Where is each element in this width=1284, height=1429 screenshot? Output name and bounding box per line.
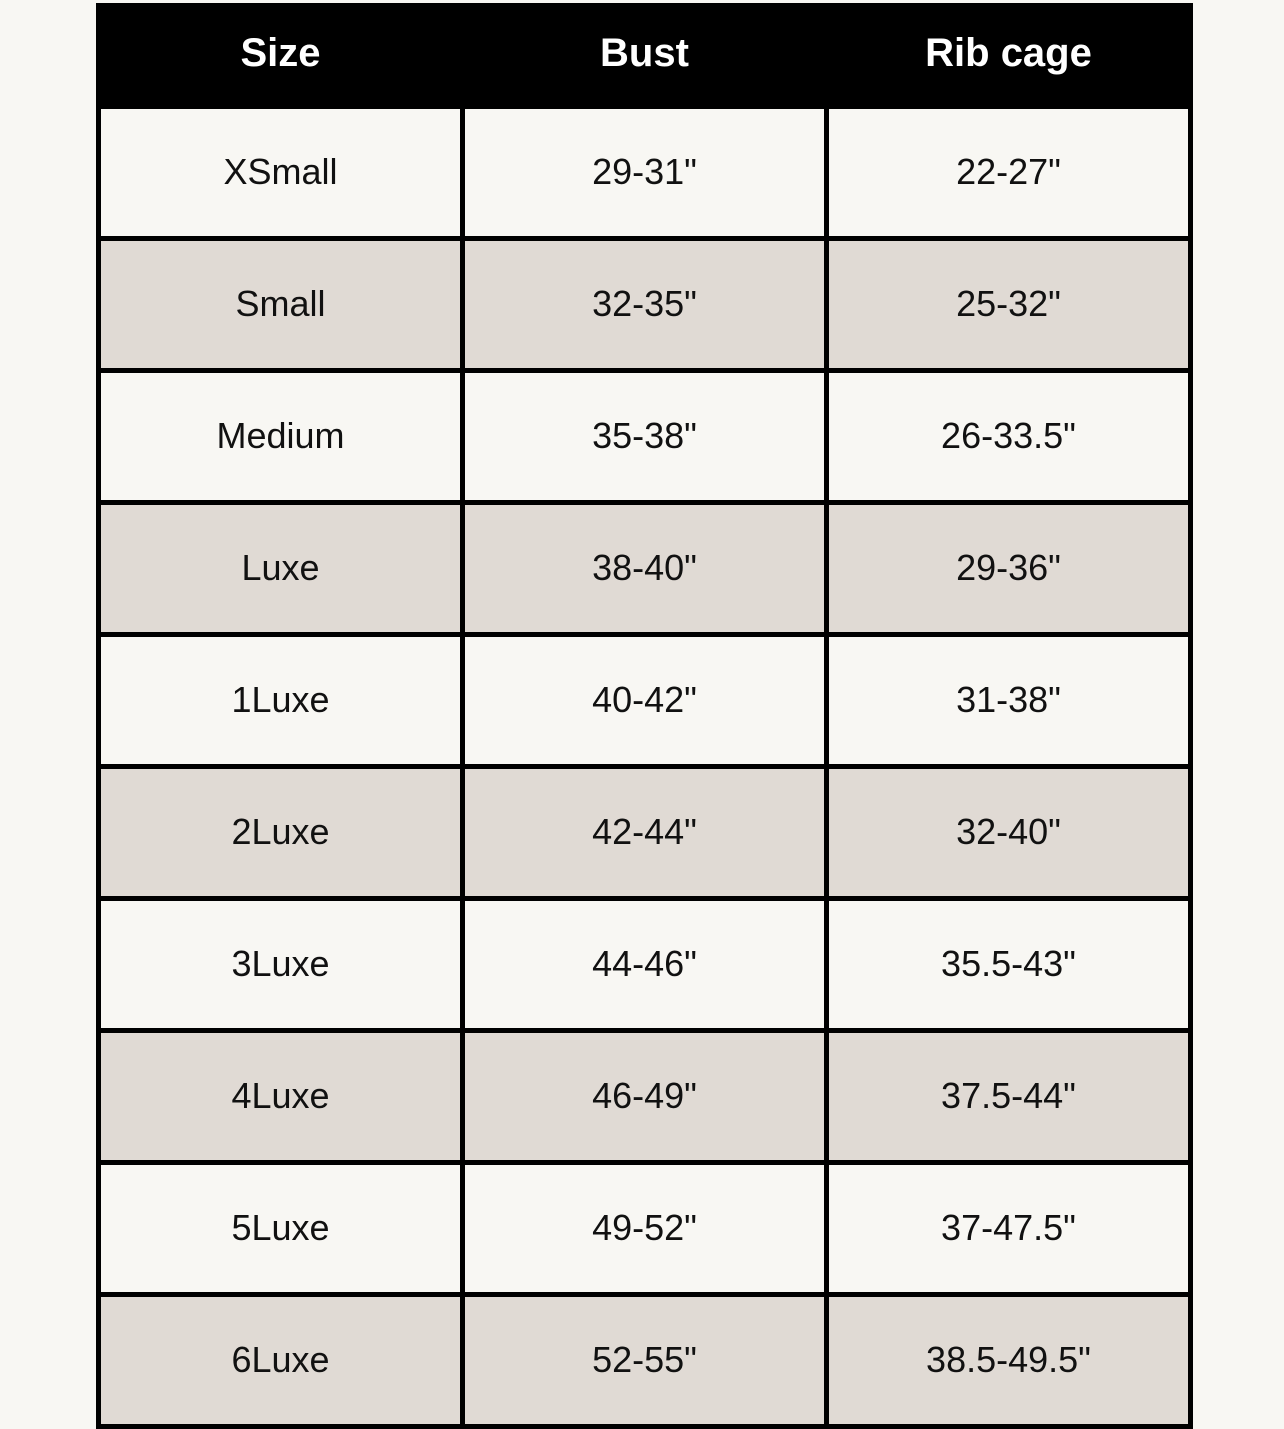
rib-cage-cell: 35.5-43" — [827, 898, 1191, 1030]
bust-cell: 32-35" — [463, 238, 827, 370]
bust-cell: 49-52" — [463, 1162, 827, 1294]
bust-cell: 35-38" — [463, 370, 827, 502]
table-row — [99, 1030, 1191, 1162]
size-cell: Small — [99, 238, 463, 370]
table-body — [99, 106, 1191, 1426]
table-row — [99, 1294, 1191, 1426]
size-cell: 4Luxe — [99, 1030, 463, 1162]
rib-cage-cell: 29-36" — [827, 502, 1191, 634]
size-cell: Medium — [99, 370, 463, 502]
rib-cage-cell: 32-40" — [827, 766, 1191, 898]
size-cell: 5Luxe — [99, 1162, 463, 1294]
header-size: Size — [99, 3, 463, 106]
size-cell: 2Luxe — [99, 766, 463, 898]
table-row — [99, 766, 1191, 898]
rib-cage-cell: 38.5-49.5" — [827, 1294, 1191, 1426]
size-cell: Luxe — [99, 502, 463, 634]
size-cell: 6Luxe — [99, 1294, 463, 1426]
size-chart-table — [96, 3, 1193, 1429]
rib-cage-cell: 26-33.5" — [827, 370, 1191, 502]
table-row — [99, 634, 1191, 766]
bust-cell: 38-40" — [463, 502, 827, 634]
rib-cage-cell: 37.5-44" — [827, 1030, 1191, 1162]
rib-cage-cell: 22-27" — [827, 106, 1191, 238]
header-rib-cage: Rib cage — [827, 3, 1191, 106]
bust-cell: 42-44" — [463, 766, 827, 898]
size-cell: 3Luxe — [99, 898, 463, 1030]
table-row — [99, 106, 1191, 238]
table-row — [99, 1162, 1191, 1294]
header-row — [99, 3, 1191, 106]
bust-cell: 40-42" — [463, 634, 827, 766]
table-header — [99, 3, 1191, 106]
table-row — [99, 502, 1191, 634]
size-cell: 1Luxe — [99, 634, 463, 766]
rib-cage-cell: 37-47.5" — [827, 1162, 1191, 1294]
table-row — [99, 898, 1191, 1030]
size-cell: XSmall — [99, 106, 463, 238]
rib-cage-cell: 31-38" — [827, 634, 1191, 766]
table-row — [99, 370, 1191, 502]
bust-cell: 52-55" — [463, 1294, 827, 1426]
bust-cell: 44-46" — [463, 898, 827, 1030]
bust-cell: 29-31" — [463, 106, 827, 238]
rib-cage-cell: 25-32" — [827, 238, 1191, 370]
header-bust: Bust — [463, 3, 827, 106]
bust-cell: 46-49" — [463, 1030, 827, 1162]
table-row — [99, 238, 1191, 370]
